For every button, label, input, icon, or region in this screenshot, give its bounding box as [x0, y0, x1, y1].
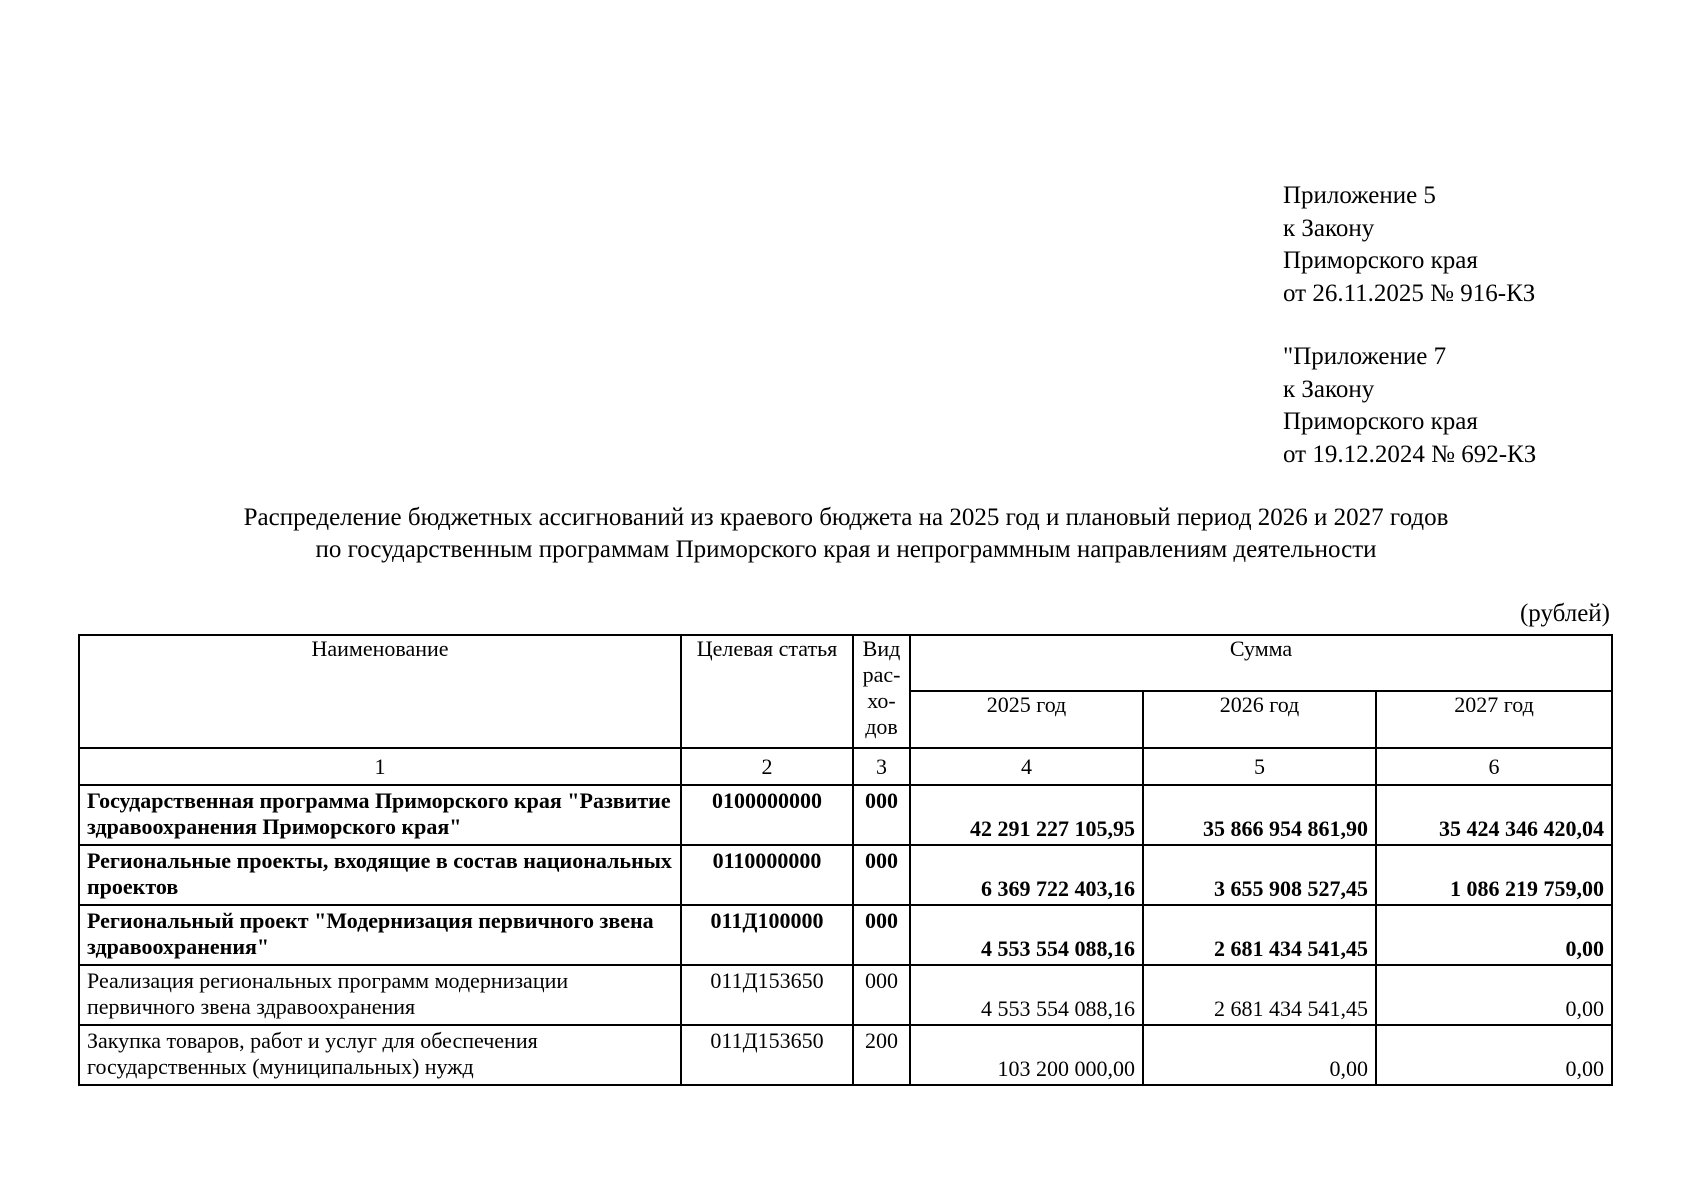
annex-reference-amended [1283, 341, 1536, 471]
row-sum-2027: 0,00 [1376, 905, 1612, 965]
row-sum-2026: 2 681 434 541,45 [1143, 905, 1376, 965]
column-number: 1 [79, 748, 681, 785]
table-row [79, 965, 1612, 1025]
row-sum-2026: 0,00 [1143, 1025, 1376, 1085]
annex-reference-current [1283, 180, 1535, 310]
header-sum: Сумма [910, 635, 1612, 691]
table-header-row [79, 635, 1612, 691]
row-sum-2025: 4 553 554 088,16 [910, 965, 1143, 1025]
header-year-2026: 2026 год [1143, 691, 1376, 748]
row-target-article: 0110000000 [681, 845, 853, 905]
row-name: Региональные проекты, входящие в состав национальных проектов [79, 845, 681, 905]
row-target-article: 011Д153650 [681, 1025, 853, 1085]
row-sum-2027: 0,00 [1376, 1025, 1612, 1085]
row-expense-type: 000 [853, 785, 910, 845]
document-title [0, 502, 1692, 566]
row-target-article: 0100000000 [681, 785, 853, 845]
row-sum-2027: 0,00 [1376, 965, 1612, 1025]
column-number: 3 [853, 748, 910, 785]
annex-line: Приложение 5 [1283, 182, 1436, 209]
row-name: Закупка товаров, работ и услуг для обеспечения государственных (муниципальных) нужд [79, 1025, 681, 1085]
header-expense-type-line: рас- [862, 662, 901, 687]
column-number: 6 [1376, 748, 1612, 785]
header-expense-type-line: хо- [867, 688, 896, 713]
row-name: Государственная программа Приморского края "Развитие здравоохранения Приморского края" [79, 785, 681, 845]
row-expense-type: 000 [853, 965, 910, 1025]
annex-line: от 26.11.2025 № 916-КЗ [1283, 279, 1536, 307]
row-sum-2027: 1 086 219 759,00 [1376, 845, 1612, 905]
annex-line: к Закону [1283, 214, 1375, 242]
row-sum-2027: 35 424 346 420,04 [1376, 785, 1612, 845]
column-numbers-row [79, 748, 1612, 785]
table-row [79, 845, 1612, 905]
row-target-article: 011Д100000 [681, 905, 853, 965]
row-target-article: 011Д153650 [681, 965, 853, 1025]
annex-line: Приморского края [1283, 247, 1478, 274]
header-year-2027: 2027 год [1376, 691, 1612, 748]
units-label: (рублей) [1519, 600, 1610, 627]
row-sum-2025: 6 369 722 403,16 [910, 845, 1143, 905]
column-number: 5 [1143, 748, 1376, 785]
column-number: 4 [910, 748, 1143, 785]
annex-line: Приморского края [1283, 408, 1478, 435]
row-sum-2026: 2 681 434 541,45 [1143, 965, 1376, 1025]
header-expense-type-line: Вид [862, 636, 901, 661]
annex-line: "Приложение 7 [1283, 343, 1447, 370]
annex-line: от 19.12.2024 № 692-КЗ [1283, 440, 1537, 468]
header-year-2025: 2025 год [910, 691, 1143, 748]
annex-line: к Закону [1283, 375, 1375, 403]
table-row [79, 785, 1612, 845]
budget-table [78, 634, 1613, 1086]
header-expense-type-line: дов [865, 714, 898, 739]
title-line-2: по государственным программам Приморского края и непрограммным направлениям деятельности [315, 536, 1377, 563]
header-target-article: Целевая статья [681, 635, 853, 748]
table-row [79, 905, 1612, 965]
table-row [79, 1025, 1612, 1085]
row-sum-2025: 103 200 000,00 [910, 1025, 1143, 1085]
header-name: Наименование [79, 635, 681, 748]
header-expense-type [853, 635, 910, 748]
row-sum-2025: 4 553 554 088,16 [910, 905, 1143, 965]
title-line-1: Распределение бюджетных ассигнований из краевого бюджета на 2025 год и плановый период 2026 и 2027 годов [243, 504, 1449, 531]
row-sum-2026: 35 866 954 861,90 [1143, 785, 1376, 845]
row-expense-type: 000 [853, 845, 910, 905]
column-number: 2 [681, 748, 853, 785]
row-name: Региональный проект "Модернизация первичного звена здравоохранения" [79, 905, 681, 965]
row-sum-2025: 42 291 227 105,95 [910, 785, 1143, 845]
row-expense-type: 200 [853, 1025, 910, 1085]
row-name: Реализация региональных программ модернизации первичного звена здравоохранения [79, 965, 681, 1025]
row-expense-type: 000 [853, 905, 910, 965]
row-sum-2026: 3 655 908 527,45 [1143, 845, 1376, 905]
